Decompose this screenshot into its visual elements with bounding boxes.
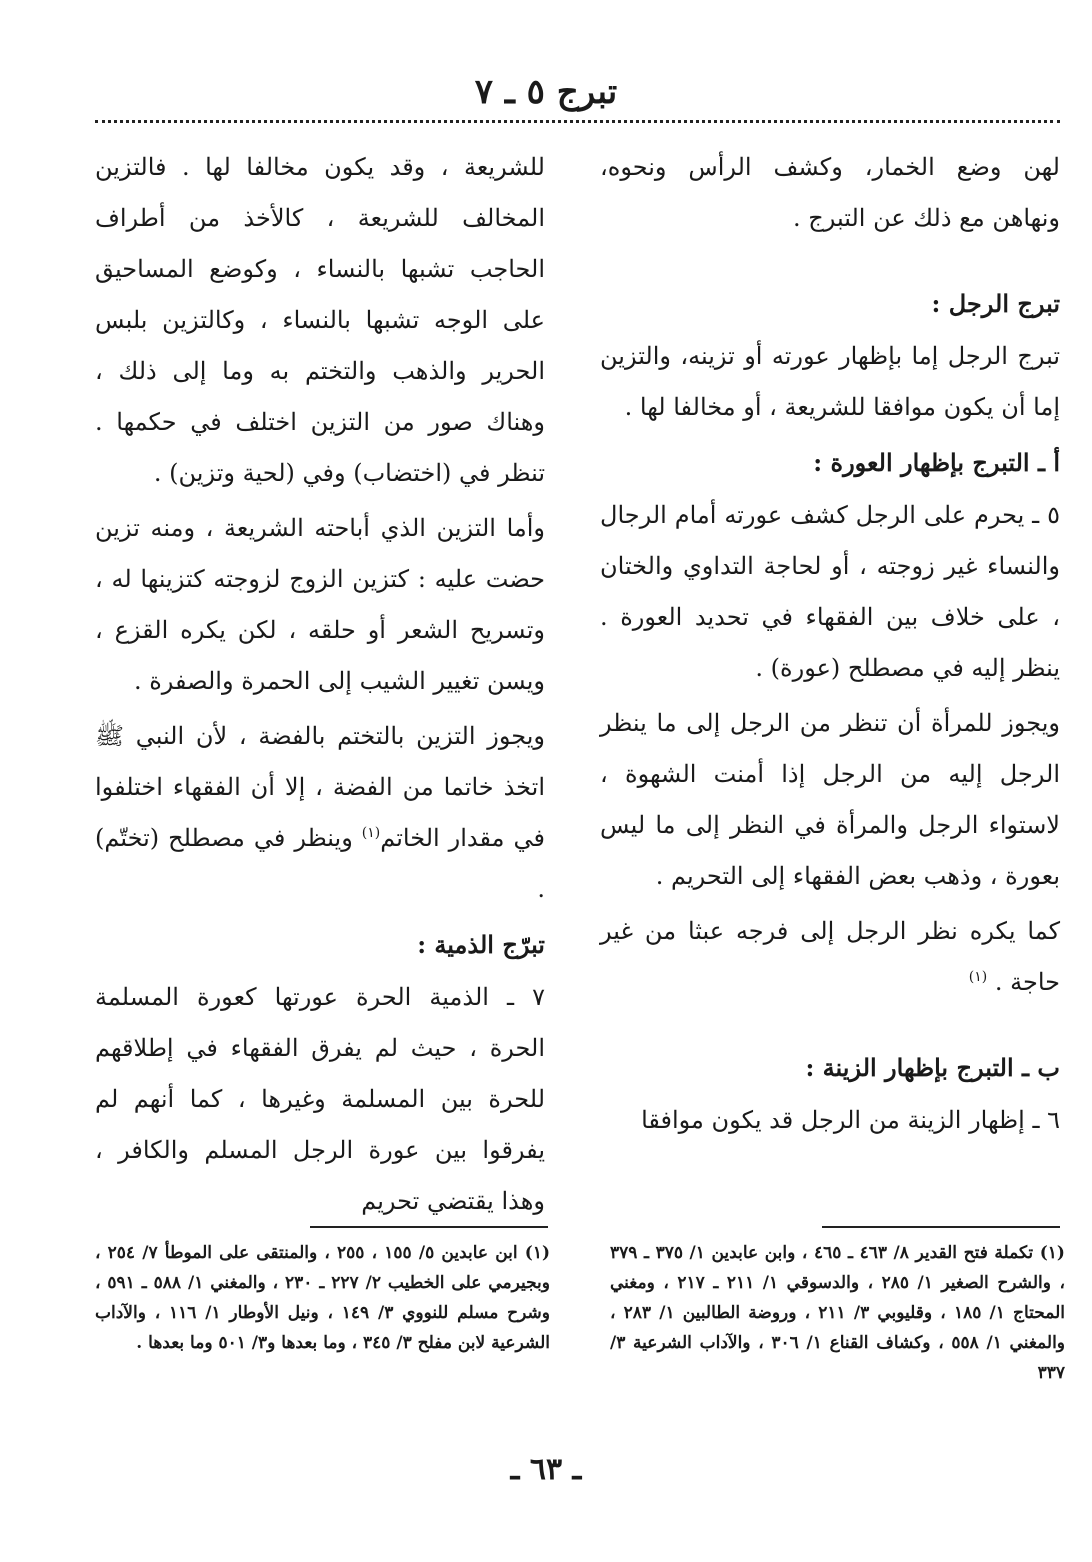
footnote-left: (١) ابن عابدين ٥/ ١٥٥ ، ٢٥٥ ، والمنتقى على الموطأ ٧/ ٢٥٤ ، وبجيرمي على الخطيب ٢/ ٢٢٧ ـ ٢٣٠ ، والمغني ١/ ٥٨٨ ـ ٥٩١ ، وشرح مسلم للنووي ٣/ ١٤٩ ، ونيل الأوطار ١/ ١١٦ ، والآداب الشرعية لابن مفلح ٣/ ٣٤٥ ، وما بعدها و٣/ ٥٠١ وما بعدها . <box>95 1243 550 1353</box>
paragraph: ٥ ـ يحرم على الرجل كشف عورته أمام الرجال والنساء غير زوجته ، أو لحاجة التداوي والختان ، على خلاف بين الفقهاء في تحديد العورة . ينظر إليه في مصطلح (عورة) . <box>600 501 1060 682</box>
paragraph: ٦ ـ إظهار الزينة من الرجل قد يكون موافقا <box>641 1106 1060 1134</box>
footnote-right: (١) تكملة فتح القدير ٨/ ٤٦٣ ـ ٤٦٥ ، وابن عابدين ١/ ٣٧٥ ـ ٣٧٩ ، والشرح الصغير ١/ ٢٨٥ ، والدسوقي ١/ ٢١١ ـ ٢١٧ ، ومغني المحتاج ١/ ١٨٥ ، وقليوبي ٣/ ٢١١ ، وروضة الطالبين ١/ ٢٨٣ ، والمغني ١/ ٥٥٨ ، وكشاف القناع ١/ ٣٠٦ ، والآداب الشرعية ٣/ ٣٣٧ <box>610 1243 1066 1383</box>
paragraph: للشريعة ، وقد يكون مخالفا لها . فالتزين المخالف للشريعة ، كالأخذ من أطراف الحاجب تشبها بالنساء ، وكوضع المساحيق على الوجه تشبها بالنساء ، وكالتزين بلبس الحرير والذهب والتختم به وما إلى ذلك ، وهناك صور من التزين اختلف في حكمها . تنظر في (اختضاب) وفي (لحية وتزين) . <box>95 153 545 487</box>
paragraph: تبرج الرجل إما بإظهار عورته أو تزينه، والتزين إما أن يكون موافقا للشريعة ، أو مخالفا لها . <box>600 342 1060 421</box>
subsection-heading: أ ـ التبرج بإظهار العورة : <box>813 448 1060 477</box>
footnote-marker: (١) <box>361 825 381 841</box>
paragraph: وأما التزين الذي أباحته الشريعة ، ومنه تزين حضت عليه : كتزين الزوج لزوجته كتزينها له ، وتسريح الشعر أو حلقه ، لكن يكره القزع ، ويسن تغيير الشيب إلى الحمرة والصفرة . <box>95 514 546 695</box>
footnote-rule-right <box>822 1226 1060 1228</box>
paragraph <box>600 906 1060 1008</box>
footnote-marker: (١) <box>968 969 988 985</box>
section-heading: تبرّج الذمية : <box>417 930 545 959</box>
paragraph: لهن وضع الخمار، وكشف الرأس ونحوه، ونهاهن مع ذلك عن التبرج . <box>600 153 1060 232</box>
footnote-rule-left <box>310 1226 548 1228</box>
page-number: ـ ٦٣ ـ <box>510 1452 582 1487</box>
section-heading: تبرج الرجل : <box>931 289 1060 318</box>
header-dotted-rule <box>95 120 1060 123</box>
right-column <box>600 142 1060 1150</box>
paragraph: ٧ ـ الذمية الحرة عورتها كعورة المسلمة الحرة ، حيث لم يفرق الفقهاء في إطلاقهم للحرة بين المسلمة وغيرها ، كما أنهم لم يفرقوا بين عورة الرجل المسلم والكافر ، وهذا يقتضي تحريم <box>95 983 546 1215</box>
paragraph: ويجوز للمرأة أن تنظر من الرجل إلى ما ينظر الرجل إليه من الرجل إذا أمنت الشهوة ، لاستواء الرجل والمرأة في النظر إلى ما ليس بعورة ، وذهب بعض الفقهاء إلى التحريم . <box>600 709 1060 890</box>
subsection-heading: ب ـ التبرج بإظهار الزينة : <box>805 1053 1060 1082</box>
paragraph-text: كما يكره نظر الرجل إلى فرجه عبثا من غير حاجة . <box>600 917 1060 996</box>
paragraph-text: وينظر في مصطلح (تختّم) . <box>95 824 545 903</box>
running-header: تبرج ٥ ـ ٧ <box>474 72 618 112</box>
paragraph-text: ويجوز التزين بالتختم بالفضة ، لأن النبي ﷺ اتخذ خاتما من الفضة ، إلا أن الفقهاء اختلفوا في مقدار الخاتم <box>95 722 545 852</box>
left-column <box>95 142 545 1231</box>
paragraph <box>95 711 545 915</box>
